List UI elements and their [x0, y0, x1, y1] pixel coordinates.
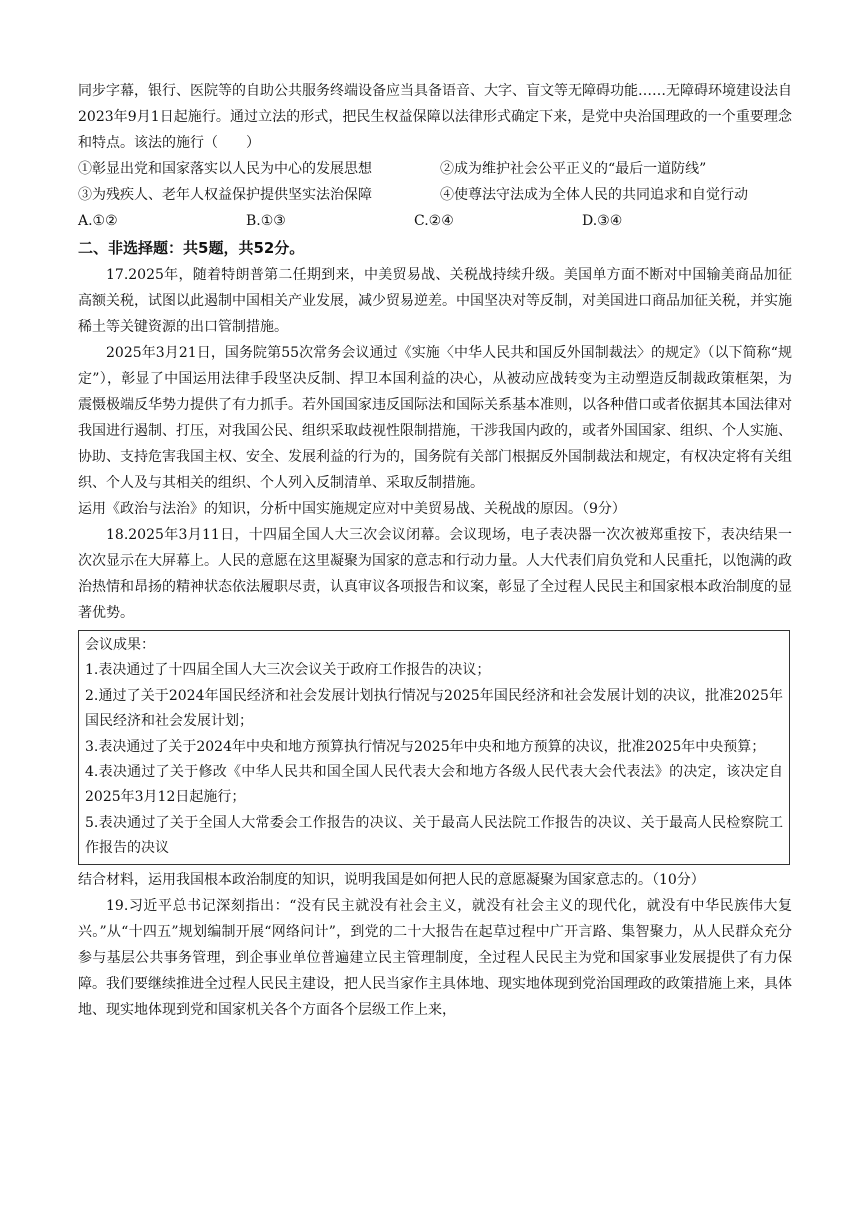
meeting-result-item-1: 1.表决通过了十四届全国人大三次会议关于政府工作报告的决议；	[85, 662, 491, 679]
q16-choice-a: A.①②	[78, 213, 118, 229]
section-heading: 二、非选择题：共5题，共52分。	[78, 239, 305, 257]
q17-para-2: 2025年3月21日，国务院第55次常务会议通过《实施〈中华人民共和国反外国制裁法〉的规定》（以下简称“规定”），彰显了中国运用法律手段坚决反制、捍卫本国利益的决心，从被动应战转变为主动塑造反制裁政策框架，为震慑极端反华势力提供了有力抓手。若外国国家违反国际法和国际关系基本准则，以各种借口或者依据其本国法律对我国进行遏制、打压，对我国公民、组织采取歧视性限制措施，干涉我国内政的，或者外国国家、组织、个人实施、协助、支持危害我国主权、安全、发展利益的行为的，国务院有关部门根据反外国制裁法和规定，有权决定将有关组织、个人及与其相关的组织、个人列入反制清单、采取反制措施。	[78, 345, 792, 491]
q16-option-2: ②成为维护社会公平正义的“最后一道防线”	[440, 161, 707, 177]
q18-question: 结合材料，运用我国根本政治制度的知识，说明我国是如何把人民的意愿凝聚为国家意志的。（10分）	[78, 871, 705, 888]
q16-choice-c: C.②④	[414, 213, 454, 229]
meeting-results-title: 会议成果：	[85, 637, 155, 653]
q16-option-1: ①彰显出党和国家落实以人民为中心的发展思想	[78, 161, 372, 177]
q17-question: 运用《政治与法治》的知识，分析中国实施规定应对中美贸易战、关税战的原因。（9分）	[78, 501, 626, 517]
exam-page	[78, 78, 792, 1023]
meeting-results-box	[78, 630, 790, 865]
meeting-result-item-2: 2.通过了关于2024年国民经济和社会发展计划执行情况与2025年国民经济和社会发展计划的决议，批准2025年国民经济和社会发展计划；	[85, 687, 783, 730]
q16-options-row2	[78, 182, 792, 208]
q17-para-1: 17.2025年，随着特朗普第二任期到来，中美贸易战、关税战持续升级。美国单方面不断对中国输美商品加征高额关税，试图以此遏制中国相关产业发展，减少贸易逆差。中国坚决对等反制，对美国进口商品加征关税，并实施稀土等关键资源的出口管制措施。	[78, 267, 792, 335]
q16-option-3: ③为残疾人、老年人权益保护提供坚实法治保障	[78, 187, 372, 203]
q16-choice-b: B.①③	[246, 213, 286, 229]
q16-option-4: ④使尊法守法成为全体人民的共同追求和自觉行动	[440, 187, 748, 203]
q16-options-row1	[78, 156, 792, 182]
q19-para-1: 19.习近平总书记深刻指出：“没有民主就没有社会主义，就没有社会主义的现代化，就没有中华民族伟大复兴。”从“十四五”规划编制开展“网络问计”，到党的二十大报告在起草过程中广开言路、集智聚力，从人民群众充分参与基层公共事务管理，到企事业单位普遍建立民主管理制度，全过程人民民主为党和国家事业发展提供了有力保障。我们要继续推进全过程人民民主建设，把人民当家作主具体地、现实地体现到党治国理政的政策措施上来，具体地、现实地体现到党和国家机关各个方面各个层级工作上来，	[78, 897, 792, 1018]
meeting-result-item-3: 3.表决通过了关于2024年中央和地方预算执行情况与2025年中央和地方预算的决议，批准2025年中央预算；	[85, 738, 766, 755]
meeting-result-item-4: 4.表决通过了关于修改《中华人民共和国全国人民代表大会和地方各级人民代表大会代表法》的决定，该决定自2025年3月12日起施行；	[85, 764, 783, 806]
q16-choices	[78, 208, 792, 234]
q16-choice-d: D.③④	[582, 213, 623, 229]
q16-stem: 同步字幕，银行、医院等的自助公共服务终端设备应当具备语音、大字、盲文等无障碍功能……无障碍环境建设法自2023年9月1日起施行。通过立法的形式，把民生权益保障以法律形式确定下来，是党中央治国理政的一个重要理念和特点。该法的施行（ ）	[78, 83, 792, 151]
q18-para-1: 18.2025年3月11日，十四届全国人大三次会议闭幕。会议现场，电子表决器一次次被郑重按下，表决结果一次次显示在大屏幕上。人民的意愿在这里凝聚为国家的意志和行动力量。人大代表们肩负党和人民重托，以饱满的政治热情和昂扬的精神状态依法履职尽责，认真审议各项报告和议案，彰显了全过程人民民主和国家根本政治制度的显著优势。	[78, 527, 792, 621]
meeting-result-item-5: 5.表决通过了关于全国人大常委会工作报告的决议、关于最高人民法院工作报告的决议、关于最高人民检察院工作报告的决议	[85, 814, 783, 857]
